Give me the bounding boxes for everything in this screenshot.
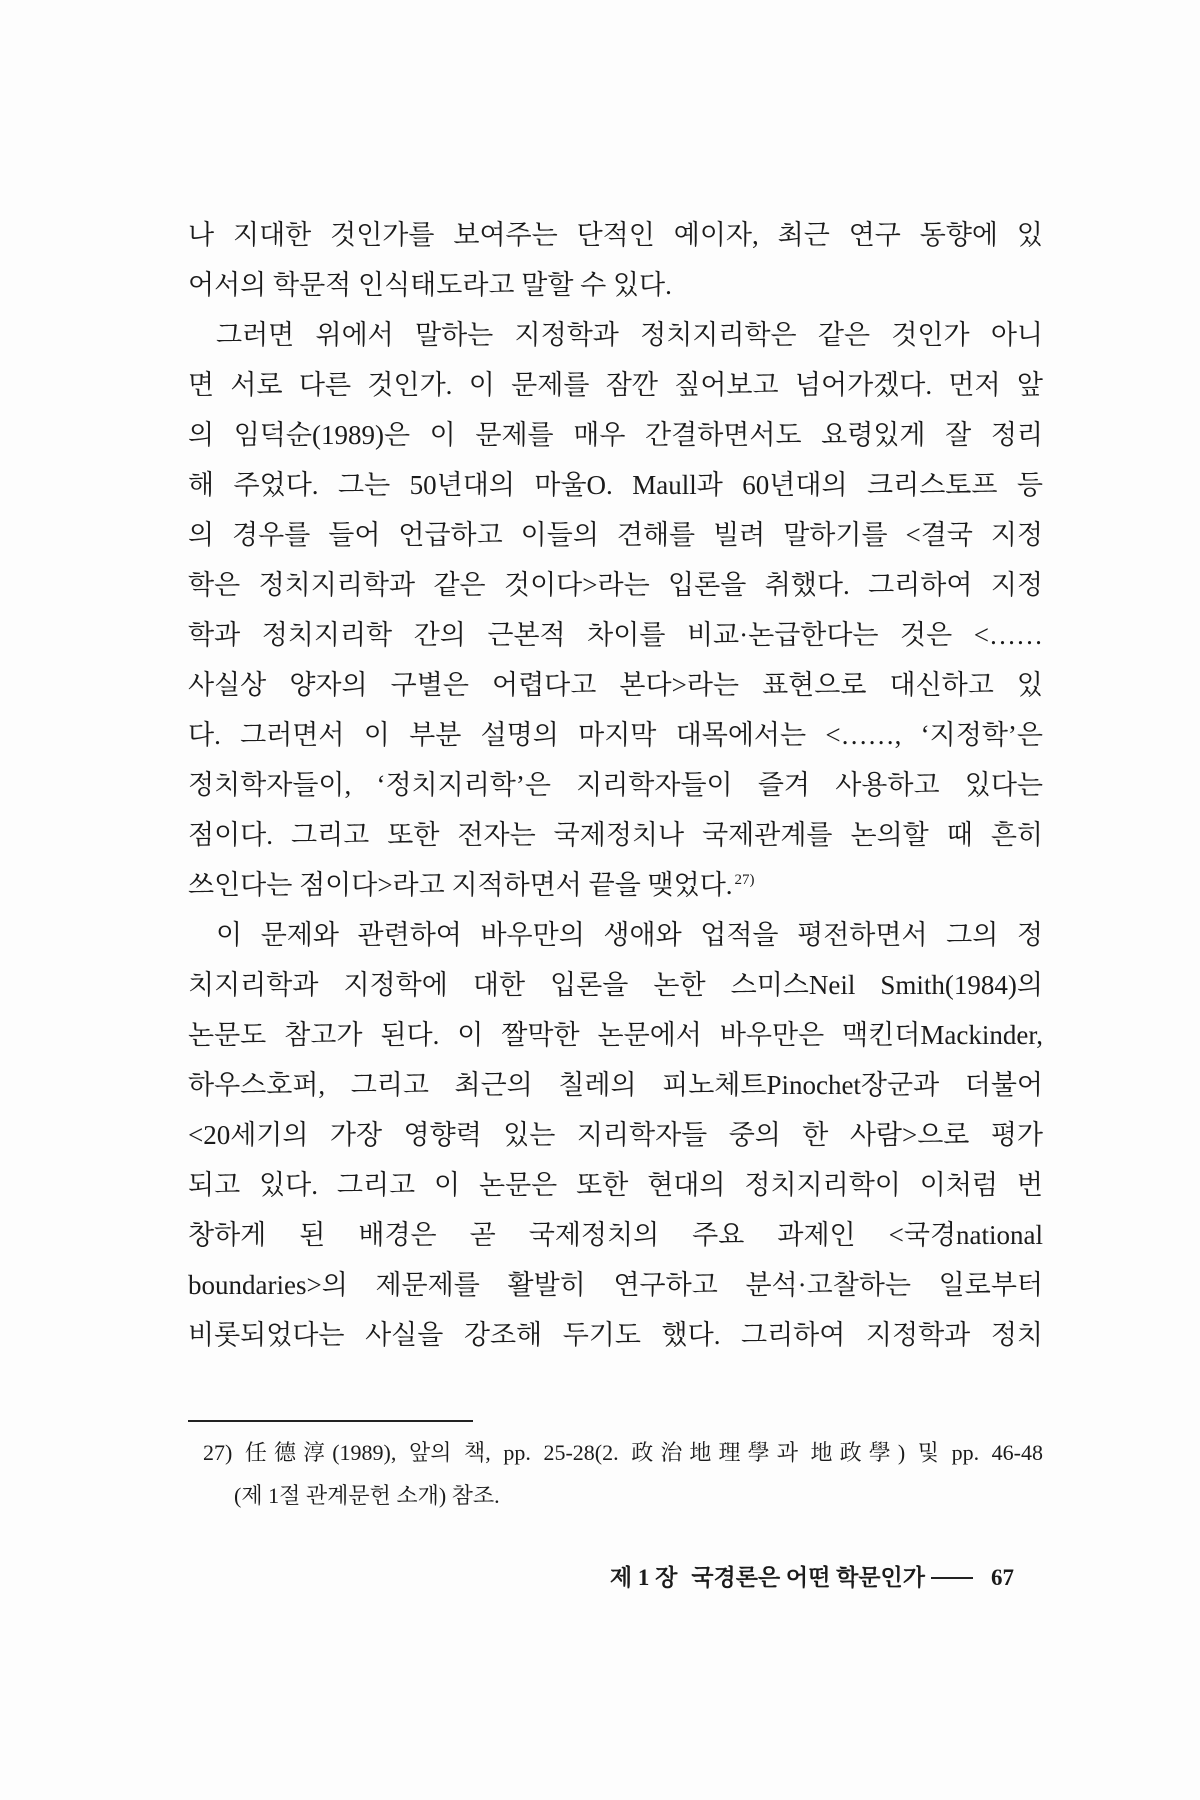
body-line: 정치학자들이, ‘정치지리학’은 지리학자들이 즐겨 사용하고 있다는 — [188, 770, 1043, 800]
body-line: 하우스호퍼, 그리고 최근의 칠레의 피노체트Pinochet장군과 더불어 — [188, 1070, 1043, 1100]
body-line: 해 주었다. 그는 50년대의 마울O. Maull과 60년대의 크리스토프 등 — [188, 470, 1043, 500]
body-text — [188, 210, 1043, 1360]
body-line: boundaries>의 제문제를 활발히 연구하고 분석·고찰하는 일로부터 — [188, 1270, 1043, 1300]
body-line: 그러면 위에서 말하는 지정학과 정치지리학은 같은 것인가 아니 — [216, 320, 1043, 350]
footnote-separator — [188, 1420, 473, 1422]
paragraph — [188, 210, 1043, 310]
footer-rule — [931, 1577, 973, 1579]
paragraph — [188, 310, 1043, 910]
body-line — [188, 860, 1043, 910]
running-footer — [610, 1563, 1014, 1593]
footnote-marker: 27) — [203, 1440, 233, 1465]
body-line: 치지리학과 지정학에 대한 입론을 논한 스미스Neil Smith(1984)의 — [188, 970, 1043, 1000]
chapter-label: 제 1 장 — [609, 1565, 678, 1590]
footnote-line — [203, 1431, 1043, 1474]
body-line: 학은 정치지리학과 같은 것이다>라는 입론을 취했다. 그리하여 지정 — [188, 570, 1043, 600]
footnote-reference: 27) — [734, 872, 755, 888]
body-line-text: 쓰인다는 점이다>라고 지적하면서 끝을 맺었다. — [188, 870, 733, 900]
body-line: 되고 있다. 그리고 이 논문은 또한 현대의 정치지리학이 이처럼 번 — [188, 1170, 1043, 1200]
footnote — [203, 1431, 1043, 1517]
body-line: 어서의 학문적 인식태도라고 말할 수 있다. — [188, 270, 672, 300]
footnote-line: (제 1절 관계문헌 소개) 참조. — [234, 1483, 500, 1508]
footnote-text: 任德淳(1989), 앞의 책, pp. 25-28(2. 政治地理學과 地政學) 및 pp. 46-48 — [244, 1440, 1043, 1465]
body-line: 학과 정치지리학 간의 근본적 차이를 비교·논급한다는 것은 <…… — [188, 620, 1043, 650]
body-line: 의 경우를 들어 언급하고 이들의 견해를 빌려 말하기를 <결국 지정 — [188, 520, 1043, 550]
body-line: <20세기의 가장 영향력 있는 지리학자들 중의 한 사람>으로 평가 — [188, 1120, 1043, 1150]
body-line: 의 임덕순(1989)은 이 문제를 매우 간결하면서도 요령있게 잘 정리 — [188, 420, 1043, 450]
body-line: 점이다. 그리고 또한 전자는 국제정치나 국제관계를 논의할 때 흔히 — [188, 820, 1043, 850]
body-line: 창하게 된 배경은 곧 국제정치의 주요 과제인 <국경national — [188, 1220, 1043, 1250]
paragraph — [188, 910, 1043, 1360]
page-number: 67 — [991, 1565, 1014, 1590]
chapter-title: 국경론은 어떤 학문인가 — [691, 1565, 925, 1590]
body-line: 논문도 참고가 된다. 이 짤막한 논문에서 바우만은 맥킨더Mackinder, — [188, 1020, 1043, 1050]
body-line: 비롯되었다는 사실을 강조해 두기도 했다. 그리하여 지정학과 정치 — [188, 1320, 1043, 1350]
body-line: 면 서로 다른 것인가. 이 문제를 잠깐 짚어보고 넘어가겠다. 먼저 앞 — [188, 370, 1043, 400]
body-line: 이 문제와 관련하여 바우만의 생애와 업적을 평전하면서 그의 정 — [216, 920, 1043, 950]
body-line: 다. 그러면서 이 부분 설명의 마지막 대목에서는 <……, ‘지정학’은 — [188, 720, 1043, 750]
body-line: 나 지대한 것인가를 보여주는 단적인 예이자, 최근 연구 동향에 있 — [188, 220, 1043, 250]
body-line: 사실상 양자의 구별은 어렵다고 본다>라는 표현으로 대신하고 있 — [188, 670, 1043, 700]
